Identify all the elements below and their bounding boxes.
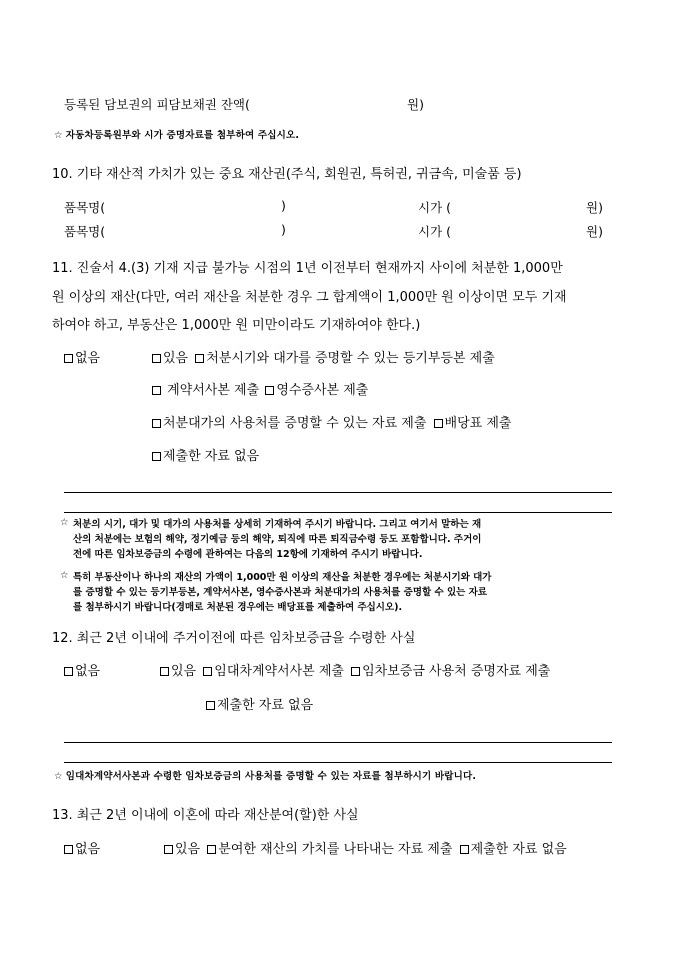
sec13-option-value: 분여한 재산의 가치를 나타내는 자료 제출 [218, 842, 453, 857]
sec11-option-yes[interactable]: 있음 처분시기와 대가를 증명할 수 있는 등기부등본 제출 [152, 347, 495, 366]
section-11-heading-line-1: 11. 진술서 4.(3) 기재 지급 불가능 시점의 1년 이전부터 현재까지 사이에 처분한 1,000만 [52, 261, 563, 276]
divider [64, 512, 612, 513]
checkbox[interactable] [64, 845, 73, 854]
checkbox[interactable] [152, 354, 161, 363]
sec11-option-contract-row[interactable] [152, 379, 368, 398]
star-outline-icon: ☆ [54, 130, 63, 141]
checkbox[interactable] [164, 845, 173, 854]
collateral-balance-line [64, 95, 250, 113]
item-price-unit-2: 원) [586, 224, 603, 239]
section-11-heading-line-3: 하여야 하고, 부동산은 1,000만 원 미만이라도 기재하여야 한다.) [52, 318, 421, 333]
sec11-option-nodocs[interactable]: 제출한 자료 없음 [152, 445, 259, 464]
sec13-option-none[interactable]: 없음 [64, 838, 100, 857]
checkbox[interactable] [64, 354, 73, 363]
item-name-label-2: 품목명( [64, 224, 106, 239]
sec11-option-usage-row[interactable] [152, 412, 511, 431]
collateral-label: 등록된 담보권의 피담보채권 잔액( [64, 97, 250, 112]
vehicle-note: ☆ 자동차등록원부와 시가 증명자료를 첨부하여 주십시오. [54, 130, 300, 141]
checkbox[interactable] [195, 354, 204, 363]
checkbox[interactable] [203, 667, 212, 676]
section-10-heading: 10. 기타 재산적 가치가 있는 중요 재산권(주식, 회원권, 특허권, 귀금속, 미술품 등) [52, 167, 522, 182]
star-outline-icon: ☆ [54, 771, 63, 782]
item-price-label-2: 시가 ( [418, 224, 452, 239]
checkbox[interactable] [434, 419, 443, 428]
sec12-option-usage: 임차보증금 사용처 증명자료 제출 [362, 664, 551, 679]
lease-note: ☆ 임대차계약서사본과 수령한 임차보증금의 사용처를 증명할 수 있는 자료를 첨부하시기 바랍니다. [54, 771, 477, 782]
sec12-option-yes[interactable]: 있음 임대차계약서사본 제출 임차보증금 사용처 증명자료 제출 [160, 660, 550, 679]
section-11-heading-line-2: 원 이상의 재산(다만, 여러 재산을 처분한 경우 그 합계액이 1,000만 원 이상이면 모두 기재 [52, 290, 567, 305]
checkbox[interactable] [152, 419, 161, 428]
sec12-option-none[interactable]: 없음 [64, 660, 100, 679]
item-name-close-1: ) [281, 198, 286, 213]
item-price-label-1: 시가 ( [418, 200, 452, 215]
section-12-heading: 12. 최근 2년 이내에 주거이전에 따른 임차보증금을 수령한 사실 [52, 631, 416, 646]
sec11-option-usage: 처분대가의 사용처를 증명할 수 있는 자료 제출 [163, 416, 427, 431]
item-name-close-2: ) [281, 222, 286, 237]
writing-line [64, 742, 612, 743]
checkbox[interactable] [265, 386, 274, 395]
star-outline-icon: ☆ [60, 570, 69, 581]
item-name-label-1: 품목명( [64, 200, 106, 215]
collateral-unit: 원) [407, 97, 424, 112]
checkbox[interactable] [152, 452, 161, 461]
sec13-option-nodocs: 제출한 자료 없음 [470, 842, 567, 857]
checkbox[interactable] [152, 386, 161, 395]
star-outline-icon: ☆ [60, 517, 69, 528]
sec11-option-none[interactable]: 없음 [64, 347, 100, 366]
sec12-option-lease: 임대차계약서사본 제출 [214, 664, 344, 679]
section-13-heading: 13. 최근 2년 이내에 이혼에 따라 재산분여(할)한 사실 [52, 808, 359, 823]
sec13-option-yes[interactable]: 있음 분여한 재산의 가치를 나타내는 자료 제출 제출한 자료 없음 [164, 838, 567, 857]
checkbox[interactable] [206, 701, 215, 710]
sec11-option-receipt: 영수증사본 제출 [276, 383, 369, 398]
sec12-option-nodocs[interactable]: 제출한 자료 없음 [206, 694, 313, 713]
sec11-option-contract: 계약서사본 제출 [163, 383, 260, 398]
item-price-unit-1: 원) [586, 200, 603, 215]
disposal-note-1: 처분의 시기, 대가 및 대가의 사용처를 상세히 기재하여 주시기 바랍니다. 그리고 여기서 말하는 재 산의 처분에는 보험의 해약, 정기예금 등의 해약, 퇴직에 따른 퇴직금수령 등도 포함합니다. 주거이 전에 따른 임차보증금의 수령에 관하여는 다음의 12항에 기재하여 주시기 바랍니다. [73, 519, 482, 560]
checkbox[interactable] [64, 667, 73, 676]
checkbox[interactable] [207, 845, 216, 854]
divider [64, 762, 612, 763]
writing-line [64, 492, 612, 493]
checkbox[interactable] [460, 845, 469, 854]
checkbox[interactable] [351, 667, 360, 676]
checkbox[interactable] [160, 667, 169, 676]
sec11-option-distribution: 배당표 제출 [444, 416, 512, 431]
disposal-note-2: 특히 부동산이나 하나의 재산의 가액이 1,000만 원 이상의 재산을 처분한 경우에는 처분시기와 대가 를 증명할 수 있는 등기부등본, 계약서사본, 영수증사본과 처분대가의 사용처를 증명할 수 있는 자료 를 첨부하시기 바랍니다(경매로 처분된 경우에는 배당표를 제출하여 주십시오). [73, 572, 492, 613]
sec11-option-registry: 처분시기와 대가를 증명할 수 있는 등기부등본 제출 [206, 351, 495, 366]
